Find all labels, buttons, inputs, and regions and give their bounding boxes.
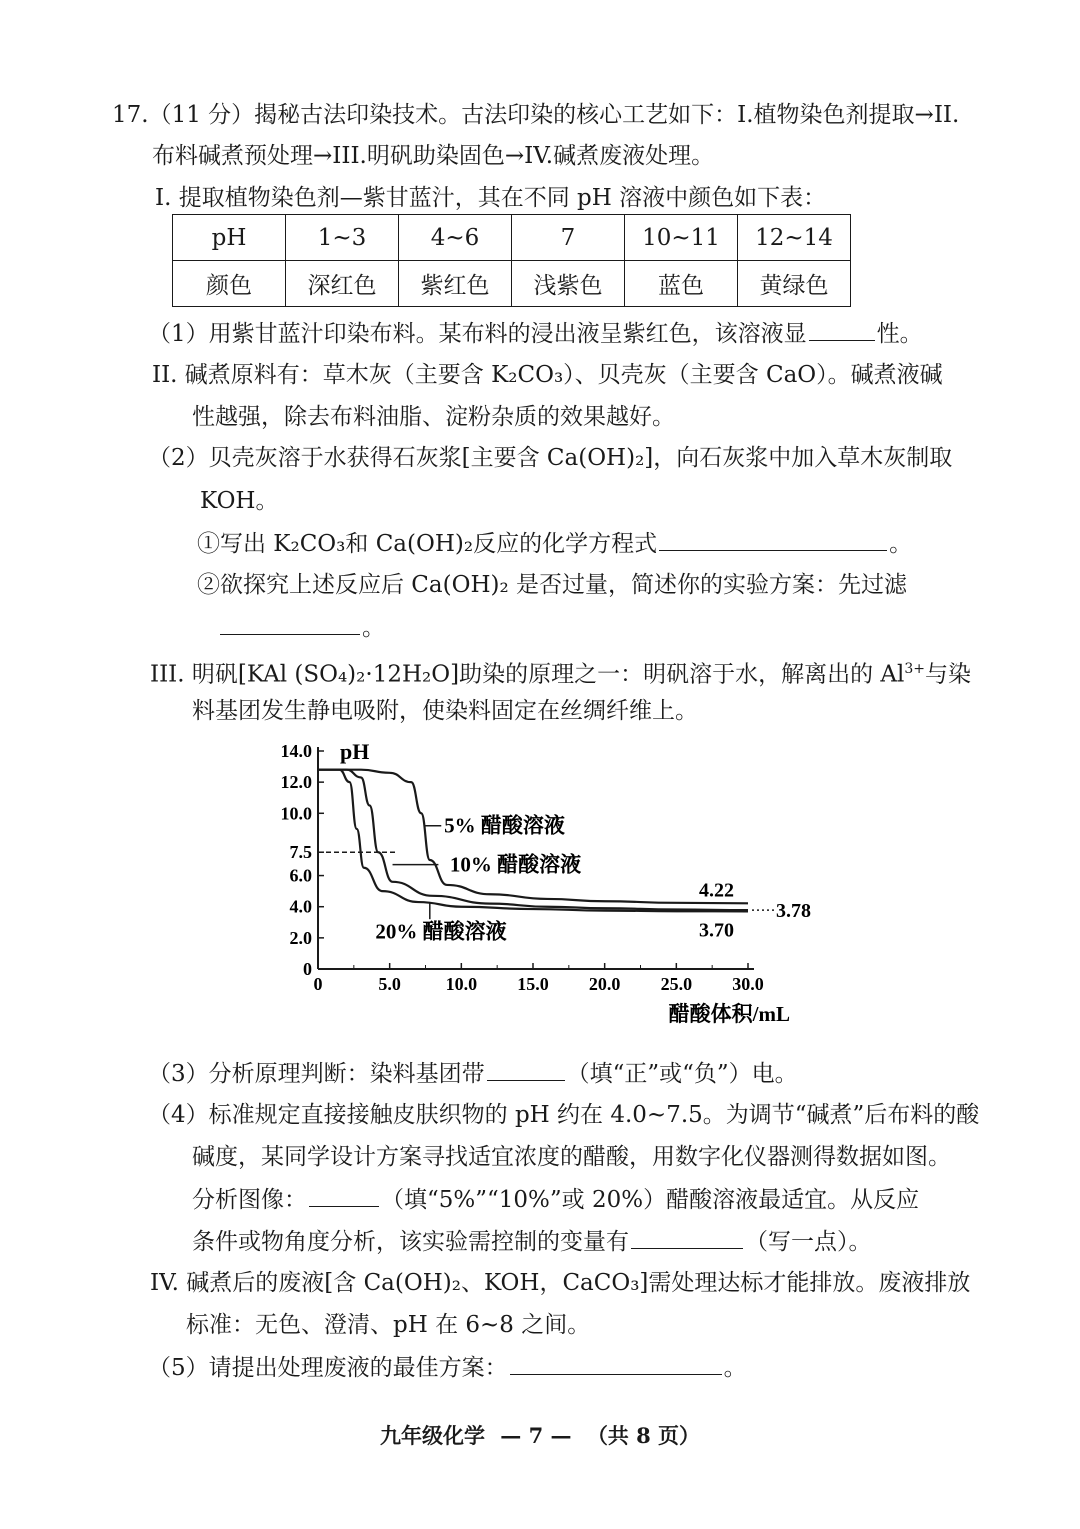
answer-blank-4b[interactable] [631,1226,743,1249]
section2-heading-line2: 性越强，除去布料油脂、淀粉杂质的效果越好。 [192,404,675,430]
q1-line: （1）用紫甘蓝汁印染布料。某布料的浸出液呈紫红色，该溶液显 性。 [148,318,923,349]
q2-line1: （2）贝壳灰溶于水获得石灰浆[主要含 Ca(OH)₂]，向石灰浆中加入草木灰制取 [148,445,953,471]
x-tick-label: 25.0 [660,974,693,994]
table-cell: pH [173,215,286,261]
answer-blank-4a[interactable] [309,1184,379,1207]
y-axis-title: pH [340,739,370,764]
q2a-line: ①写出 K₂CO₃和 Ca(OH)₂反应的化学方程式 。 [197,528,912,559]
table-cell: 深红色 [286,261,399,307]
footer-total-pages: （共 8 页） [586,1423,701,1448]
end-label-4-22: 4.22 [698,879,734,902]
y-tick-label: 4.0 [289,896,312,917]
q3-line: （3）分析原理判断：染料基团带 （填“正”或“负”）电。 [148,1058,798,1089]
q4-line2: 碱度，某同学设计方案寻找适宜浓度的醋酸，用数字化仪器测得数据如图。 [192,1144,951,1170]
section3-heading-line1: III. 明矾[KAl (SO₄)₂·12H₂O]助染的原理之一：明矾溶于水，解离出的 $Al^{3+}$与染 [150,661,971,688]
y-tick-label: 0 [303,959,312,979]
answer-blank-3[interactable] [487,1058,565,1081]
table-cell: 1~3 [286,215,399,261]
section3-heading-line2: 料基团发生静电吸附，使染料固定在丝绸纤维上。 [192,698,698,724]
x-tick-label: 20.0 [588,974,621,994]
section4-heading-line1: IV. 碱煮后的废液[含 Ca(OH)₂、KOH，CaCO₃]需处理达标才能排放。废液排放 [150,1270,971,1296]
q4-line1: （4）标准规定直接接触皮肤织物的 pH 约在 4.0~7.5。为调节“碱煮”后布料的酸 [148,1102,980,1128]
footer-subject: 九年级化学 [379,1423,485,1448]
table-cell: 黄绿色 [738,261,851,307]
table-cell: 12~14 [738,215,851,261]
table-header-row [173,215,851,261]
x-tick-label: 15.0 [517,974,549,994]
x-tick-label: 0 [313,974,323,994]
q4-line4: 条件或物角度分析，该实验需控制的变量有 （写一点）。 [192,1226,872,1257]
x-tick-label: 5.0 [378,974,401,994]
y-tick-label: 10.0 [280,803,312,824]
end-label-3-70: 3.70 [698,919,734,942]
section2-heading-line1: II. 碱煮原料有：草木灰（主要含 K₂CO₃）、贝壳灰（主要含 CaO）。碱煮液碱 [152,362,943,388]
q2b-line: ②欲探究上述反应后 Ca(OH)₂ 是否过量，简述你的实验方案：先过滤 [197,572,908,598]
page-footer [0,1420,1080,1450]
table-cell: 颜色 [173,261,286,307]
table-cell: 紫红色 [399,261,512,307]
x-tick-label: 30.0 [732,974,764,994]
answer-blank-2b[interactable] [220,612,360,635]
question-number: 17. [112,102,149,128]
section4-heading-line2: 标准：无色、澄清、pH 在 6~8 之间。 [186,1312,591,1338]
answer-blank-5[interactable] [510,1352,722,1375]
answer-blank-2a[interactable] [659,528,887,551]
series-label-20pct: 20% 醋酸溶液 [375,919,507,944]
series-label-10pct: 10% 醋酸溶液 [449,852,582,877]
table-cell: 10~11 [625,215,738,261]
table-cell: 浅紫色 [512,261,625,307]
q2b-line2: 。 [218,612,385,643]
chart-series [318,770,748,912]
table-cell: 4~6 [399,215,512,261]
ph-color-table [172,214,851,307]
table-row [173,261,851,307]
question-intro-line2: 布料碱煮预处理→III.明矾助染固色→IV.碱煮废液处理。 [152,143,715,169]
end-label-3-78: 3.78 [776,900,811,923]
y-tick-label: 6.0 [289,865,312,886]
q2-line2: KOH。 [200,488,279,514]
series-line-2 [318,770,748,910]
footer-page-number: — 7 — [500,1423,572,1448]
y-tick-label: 14.0 [280,741,312,761]
section1-heading: I. 提取植物染色剂—紫甘蓝汁，其在不同 pH 溶液中颜色如下表： [155,185,827,211]
table-cell: 7 [512,215,625,261]
q4-line3: 分析图像： （填“5%”“10%”或 20%）醋酸溶液最适宜。从反应 [192,1184,919,1215]
answer-blank-1[interactable] [809,318,875,341]
series-line-3 [318,770,748,912]
y-tick-label: 7.5 [289,842,312,863]
x-axis-title: 醋酸体积/mL [668,1002,790,1026]
question-intro-line1: 17.（11 分）揭秘古法印染技术。古法印染的核心工艺如下：I.植物染色剂提取→II. [112,102,960,128]
ph-titration-chart [270,728,830,1038]
table-cell: 蓝色 [625,261,738,307]
series-label-5pct: 5% 醋酸溶液 [444,813,565,838]
x-tick-label: 10.0 [445,974,478,994]
y-tick-label: 2.0 [289,927,312,948]
q5-line: （5）请提出处理废液的最佳方案： 。 [148,1352,747,1383]
y-tick-label: 12.0 [280,772,312,793]
